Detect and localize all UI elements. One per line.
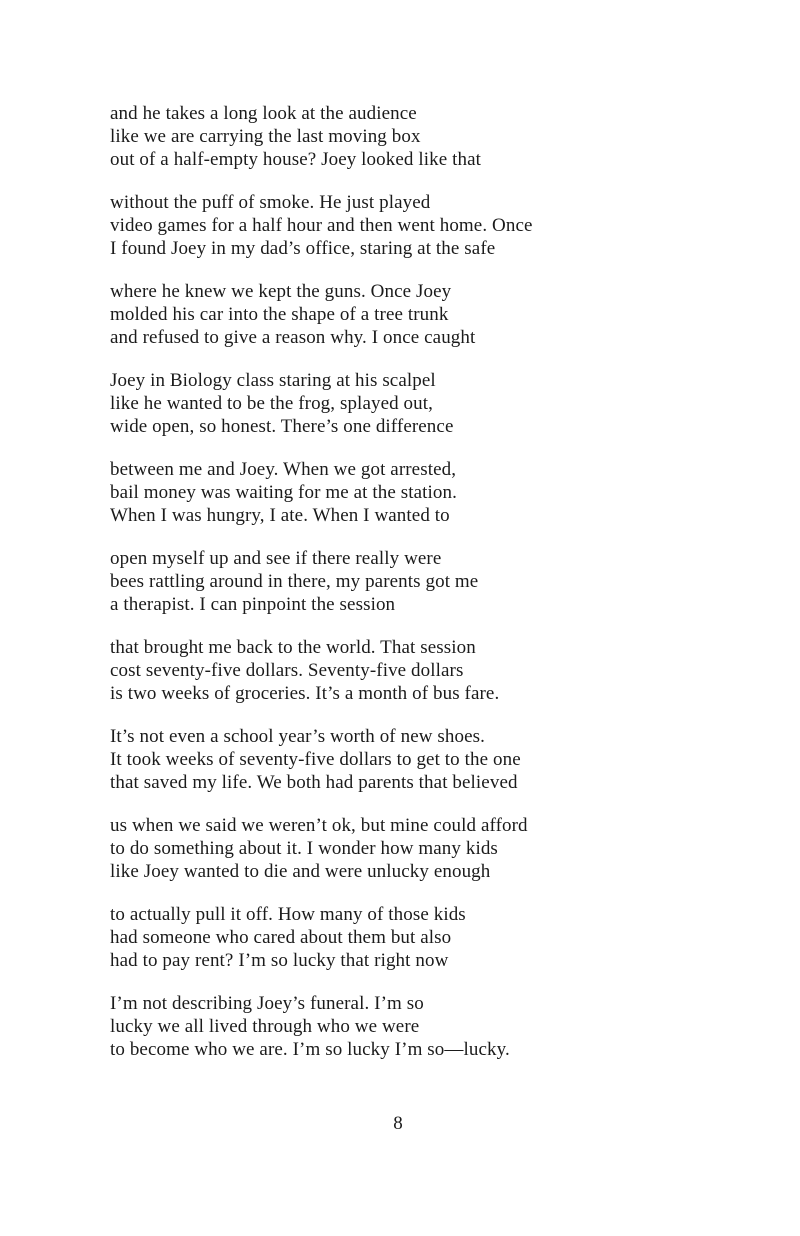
poem-line: without the puff of smoke. He just played: [110, 192, 431, 213]
poem-line: to become who we are. I’m so lucky I’m so—lucky.: [110, 1039, 510, 1060]
poem-line: and refused to give a reason why. I once caught: [110, 327, 476, 348]
poem-line: like he wanted to be the frog, splayed out,: [110, 393, 433, 414]
poem-line: like we are carrying the last moving box: [110, 126, 421, 147]
stanza: [110, 903, 533, 972]
stanza: [110, 102, 533, 171]
poem-line: It’s not even a school year’s worth of new shoes.: [110, 726, 485, 747]
poem-line: wide open, so honest. There’s one difference: [110, 416, 454, 437]
poem-text: [110, 102, 533, 1081]
poem-line: us when we said we weren’t ok, but mine could afford: [110, 815, 528, 836]
page-number: 8: [393, 1113, 403, 1134]
poem-line: to actually pull it off. How many of those kids: [110, 904, 466, 925]
poem-line: lucky we all lived through who we were: [110, 1016, 420, 1037]
poem-line: I’m not describing Joey’s funeral. I’m so: [110, 993, 424, 1014]
stanza: [110, 992, 533, 1061]
poem-line: between me and Joey. When we got arrested,: [110, 459, 457, 480]
poem-line: Joey in Biology class staring at his scalpel: [110, 370, 436, 391]
poem-line: molded his car into the shape of a tree trunk: [110, 304, 449, 325]
poem-line: It took weeks of seventy-five dollars to get to the one: [110, 749, 521, 770]
poem-line: like Joey wanted to die and were unlucky enough: [110, 861, 491, 882]
poem-line: a therapist. I can pinpoint the session: [110, 594, 396, 615]
poem-line: and he takes a long look at the audience: [110, 103, 417, 124]
stanza: [110, 547, 533, 616]
stanza: [110, 814, 533, 883]
poem-line: to do something about it. I wonder how many kids: [110, 838, 498, 859]
stanza: [110, 280, 533, 349]
poem-line: had to pay rent? I’m so lucky that right now: [110, 950, 449, 971]
poem-line: bail money was waiting for me at the station.: [110, 482, 457, 503]
stanza: [110, 458, 533, 527]
poem-line: is two weeks of groceries. It’s a month of bus fare.: [110, 683, 500, 704]
poem-line: that saved my life. We both had parents that believed: [110, 772, 518, 793]
poem-line: cost seventy-five dollars. Seventy-five dollars: [110, 660, 464, 681]
poem-line: had someone who cared about them but also: [110, 927, 452, 948]
poem-line: When I was hungry, I ate. When I wanted to: [110, 505, 450, 526]
poem-line: open myself up and see if there really were: [110, 548, 442, 569]
stanza: [110, 636, 533, 705]
poem-line: I found Joey in my dad’s office, staring at the safe: [110, 238, 496, 259]
poem-line: bees rattling around in there, my parents got me: [110, 571, 479, 592]
stanza: [110, 725, 533, 794]
stanza: [110, 191, 533, 260]
poem-line: where he knew we kept the guns. Once Joey: [110, 281, 452, 302]
stanza: [110, 369, 533, 438]
poem-line: out of a half-empty house? Joey looked like that: [110, 149, 481, 170]
poem-line: video games for a half hour and then went home. Once: [110, 215, 533, 236]
poem-line: that brought me back to the world. That session: [110, 637, 476, 658]
